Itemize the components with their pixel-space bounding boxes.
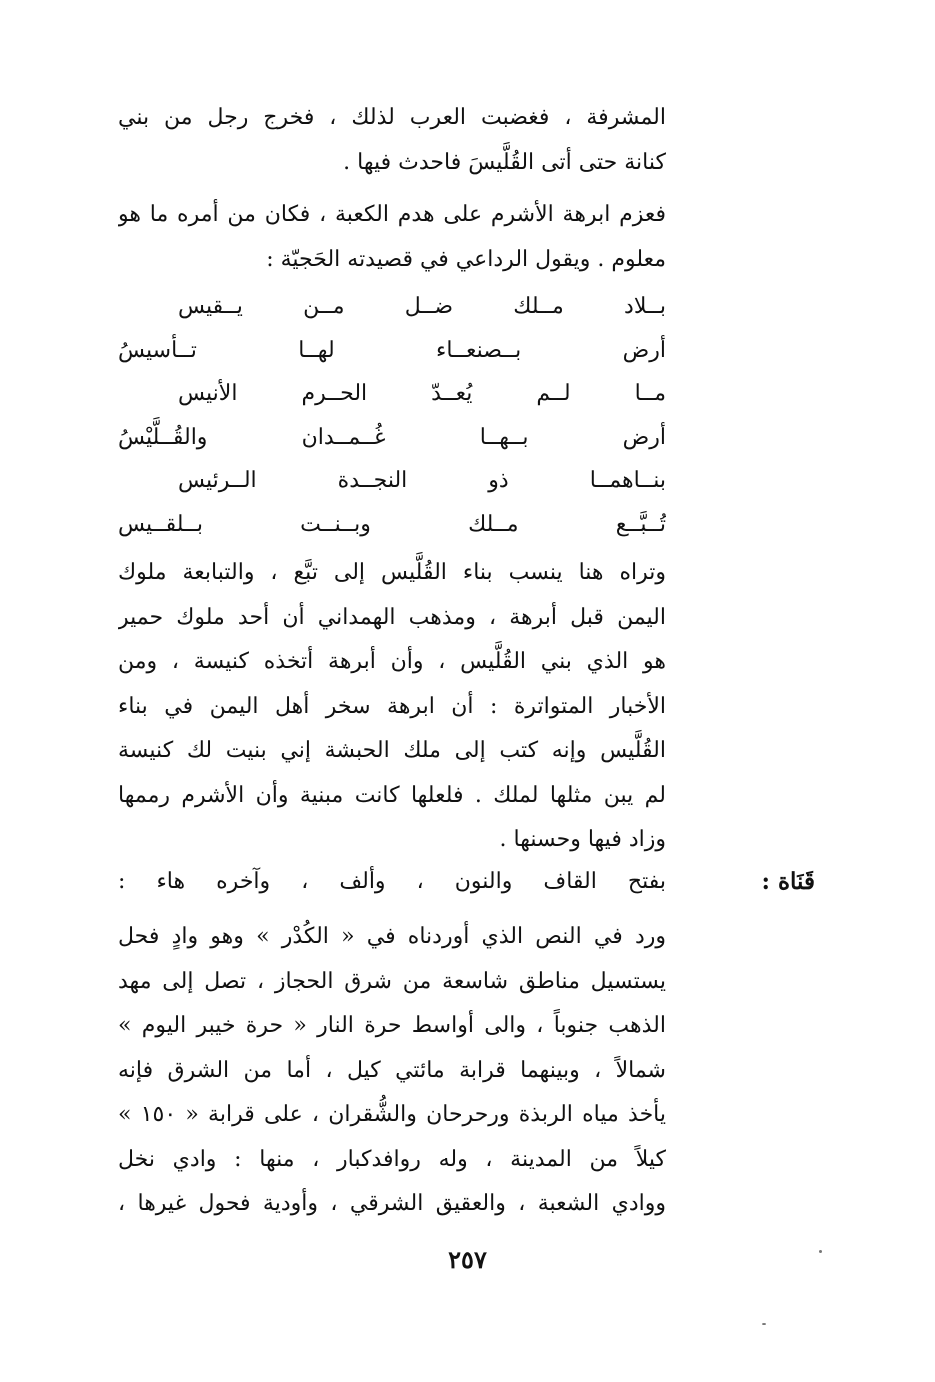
text-line: وتراه هنا ينسب بناء القُلَّيس إلى تبَّع ، والتبابعة ملوك (118, 560, 666, 585)
text-line: الذهب جنوباً ، والى أواسط حرة النار « حرة خيبر اليوم » (118, 1013, 666, 1038)
verse-line: أرض بــصنعــاء لهــا تــأسيسُ (118, 337, 666, 363)
text-line: القُلَّيس وإنه كتب إلى ملك الحبشة إني بنيت لك كنيسة (118, 738, 666, 763)
text-line: بفتح القاف والنون ، وألف ، وآخره هاء : (118, 869, 666, 894)
page-number: ٢٥٧ (448, 1245, 487, 1274)
text-line: وزاد فيها وحسنها . (499, 827, 666, 852)
text-line: ورد في النص الذي أوردناه في « الكُدْر » وهو وادٍ فحل (118, 924, 666, 949)
intro-paragraph (118, 96, 666, 195)
text-line: لم يبن مثلها لملك . فلعلها كانت مبنية وأن الأشرم رممها (118, 782, 666, 808)
poem-verses (118, 285, 666, 546)
entry-pronunciation (118, 862, 666, 902)
text-line: شمالاً ، وبينهما قرابة مائتي كيل ، أما من الشرق فإنه (118, 1057, 666, 1083)
text-line: هو الذي بني القُلَّيس ، وأن أبرهة أتخذه كنيسة ، ومن (118, 649, 666, 674)
text-line: الأخبار المتواترة : أن ابرهة سخر أهل اليمن في بناء (118, 693, 666, 719)
text-line: يستسيل مناطق شاسعة من شرق الحجاز ، تصل إلى مهد (118, 968, 666, 994)
verse-line: مــا لــم يُعــدّ الحــرم الأنيس (178, 381, 666, 406)
verse-line: بــلاد مــلك ضــل مــن يــقيس (178, 294, 666, 319)
text-line: معلوم . ويقول الرداعي في قصيدته الحَجيّة : (266, 246, 666, 272)
text-line: كيلاً من المدينة ، وله روافدكبار ، منها : وادي نخل (118, 1146, 666, 1172)
verse-line: أرض بــهــا غُــمــدان والقُــلَّيْسُ (118, 424, 666, 450)
verse-line: بنــاهمــا ذو النجــدة الــرئيس (178, 468, 666, 493)
text-line: فعزم ابرهة الأشرم على هدم الكعبة ، فكان من أمره ما هو (118, 202, 666, 227)
paper-speck (762, 1323, 766, 1325)
text-line: المشرفة ، فغضبت العرب لذلك ، فخرج رجل من بني (118, 105, 666, 130)
text-line: اليمن قبل أبرهة ، ومذهب الهمداني أن أحد ملوك حمير (118, 604, 666, 630)
qanat-paragraph (118, 915, 666, 1227)
abraha-paragraph (118, 193, 666, 282)
text-line: كنانة حتى أتى القُلَّيسَ فاحدث فيها . (343, 149, 666, 175)
text-line: يأخذ مياه الربذة ورحرحان والشُّقران ، على قرابة « ١٥٠ » (118, 1102, 666, 1127)
entry-headword: قَنَاة : (761, 868, 815, 895)
verse-line: تُــبَّــع مــلك وبــنــت بــلقــيس (118, 511, 666, 537)
qullays-paragraph (118, 551, 666, 863)
paper-speck (819, 1250, 822, 1253)
text-line: ووادي الشعبة ، والعقيق الشرقي ، وأودية فحول غيرها ، (118, 1191, 666, 1216)
